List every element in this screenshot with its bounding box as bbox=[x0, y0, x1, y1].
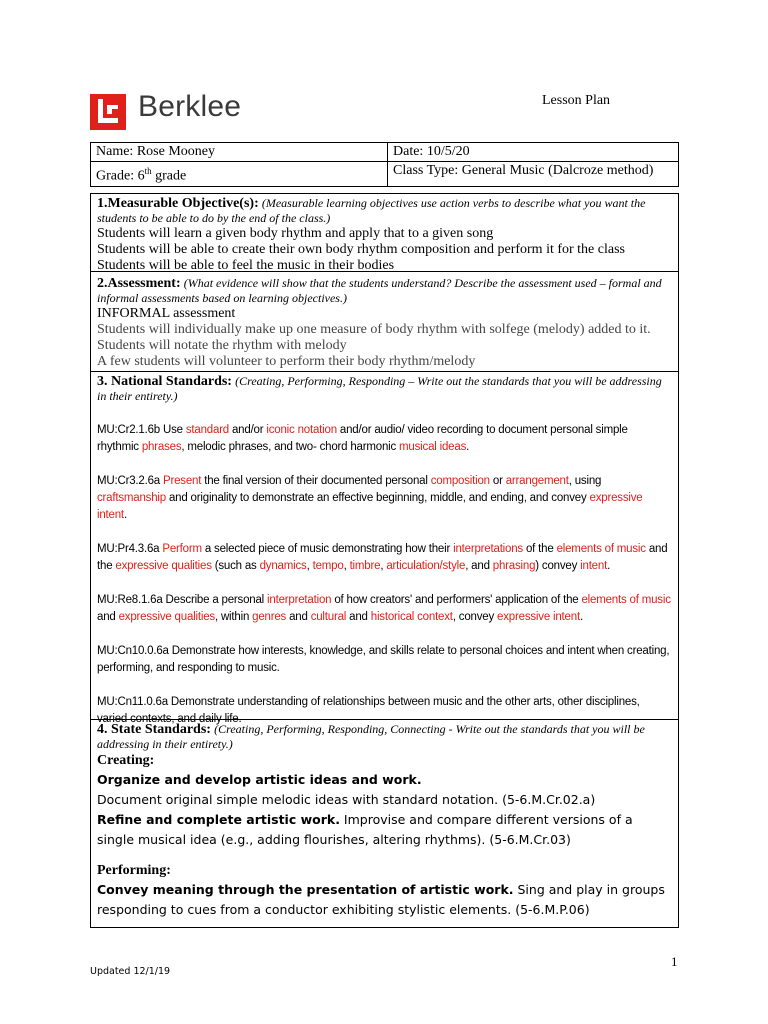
updated-date: Updated 12/1/19 bbox=[90, 966, 171, 977]
highlighted-term: elements of music bbox=[581, 594, 671, 606]
highlighted-term: Present bbox=[162, 475, 202, 487]
standard-text: , melodic phrases, and two- chord harmonic bbox=[181, 441, 400, 453]
objectives-section bbox=[90, 193, 679, 272]
highlighted-term: articulation/style bbox=[386, 560, 466, 572]
highlighted-term: historical context bbox=[370, 611, 453, 623]
creating-label: Creating: bbox=[97, 753, 155, 768]
standard-text: . bbox=[579, 611, 583, 623]
highlighted-term: expressive qualities bbox=[118, 611, 215, 623]
highlighted-term: arrangement bbox=[505, 475, 569, 487]
standard-text: . bbox=[466, 441, 470, 453]
standard-text: , bbox=[343, 560, 350, 572]
standard-text: ) convey bbox=[535, 560, 581, 572]
highlighted-term: iconic notation bbox=[266, 424, 337, 436]
highlighted-term: musical ideas bbox=[399, 441, 467, 453]
standard-text: , bbox=[306, 560, 313, 572]
standard-text: and/or bbox=[228, 424, 267, 436]
highlighted-term: Perform bbox=[162, 543, 202, 555]
assessment-item: Students will individually make up one measure of body rhythm with solfege (melody) added to it. bbox=[97, 322, 651, 337]
highlighted-term: intent bbox=[580, 560, 608, 572]
standard-text: and originality to demonstrate an effective beginning, middle, and ending, and convey bbox=[165, 492, 590, 504]
standard-text: of the bbox=[522, 543, 557, 555]
convey-standard: Convey meaning through the presentation of artistic work. Sing and play in groups responding to cues from a conductor exhibiting stylistic elements. (5-6.M.P.06) bbox=[97, 882, 665, 917]
objectives-title: 1.Measurable Objective(s): bbox=[97, 196, 259, 211]
objective-item: Students will be able to create their own body rhythm composition and perform it for the class bbox=[97, 242, 625, 257]
highlighted-term: expressive qualities bbox=[115, 560, 212, 572]
assessment-section bbox=[90, 271, 679, 372]
highlighted-term: interpretation bbox=[267, 594, 332, 606]
refine-standard: Refine and complete artistic work. Improvise and compare different versions of a single musical idea (e.g., adding flourishes, altering rhythms). (5-6.M.Cr.03) bbox=[97, 812, 633, 847]
standard-text: MU:Cr3.2.6a bbox=[97, 475, 163, 487]
highlighted-term: expressive intent bbox=[97, 492, 643, 521]
national-standard-6: MU:Cn11.0.6a Demonstrate understanding of relationships between music and the other arts, other disciplines, varied contexts, and daily life. bbox=[97, 696, 640, 725]
standard-text: , using bbox=[568, 475, 602, 487]
document-standard: Document original simple melodic ideas with standard notation. (5-6.M.Cr.02.a) bbox=[97, 792, 596, 807]
assessment-title: 2.Assessment: bbox=[97, 276, 181, 291]
standard-text: and/or audio/ video recording to document personal simple rhythmic bbox=[97, 424, 628, 453]
standard-text: and bbox=[346, 611, 371, 623]
national-standard-5: MU:Cn10.0.6a Demonstrate how interests, knowledge, and skills relate to personal choices and intent when creating, performing, and responding to music. bbox=[97, 645, 670, 674]
standard-text: and bbox=[97, 611, 119, 623]
berklee-logo-icon bbox=[90, 94, 126, 130]
highlighted-term: phrasing bbox=[492, 560, 536, 572]
national-standards-section bbox=[90, 371, 679, 725]
national-standard-3 bbox=[97, 541, 672, 575]
highlighted-term: genres bbox=[252, 611, 287, 623]
standard-text: and bbox=[286, 611, 311, 623]
assessment-item: Students will notate the rhythm with melody bbox=[97, 338, 347, 353]
objectives-note: (Measurable learning objectives use action verbs to describe what you want the students to be able to do by the end of the class.) bbox=[97, 196, 646, 225]
standard-text: , and bbox=[465, 560, 493, 572]
highlighted-term: tempo bbox=[312, 560, 344, 572]
highlighted-term: timbre bbox=[349, 560, 381, 572]
performing-label: Performing: bbox=[97, 863, 171, 878]
standard-text: of how creators' and performers' application of the bbox=[331, 594, 582, 606]
grade-cell: Grade: 6th grade bbox=[91, 162, 388, 187]
standard-text: or bbox=[489, 475, 506, 487]
date-cell: Date: 10/5/20 bbox=[388, 143, 679, 162]
highlighted-term: composition bbox=[430, 475, 490, 487]
page-number: 1 bbox=[671, 954, 678, 969]
standard-text: (such as bbox=[211, 560, 260, 572]
assessment-item: A few students will volunteer to perform their body rhythm/melody bbox=[97, 354, 476, 369]
standard-text: MU:Re8.1.6a Describe a personal bbox=[97, 594, 268, 606]
name-cell: Name: Rose Mooney bbox=[91, 143, 388, 162]
highlighted-term: elements of music bbox=[556, 543, 646, 555]
highlighted-term: cultural bbox=[310, 611, 347, 623]
standard-text: . bbox=[123, 509, 127, 521]
standard-text: MU:Cr2.1.6b Use bbox=[97, 424, 186, 436]
standard-text: , within bbox=[214, 611, 253, 623]
standard-text: . bbox=[607, 560, 611, 572]
state-note: (Creating, Performing, Responding, Connecting - Write out the standards that you will be addressing in their entirety.) bbox=[97, 722, 645, 751]
national-standard-2 bbox=[97, 473, 672, 524]
standard-text: MU:Pr4.3.6a bbox=[97, 543, 163, 555]
info-table bbox=[90, 142, 679, 187]
highlighted-term: dynamics bbox=[259, 560, 307, 572]
objective-item: Students will be able to feel the music in their bodies bbox=[97, 258, 395, 273]
objective-item: Students will learn a given body rhythm and apply that to a given song bbox=[97, 226, 494, 241]
highlighted-term: phrases bbox=[141, 441, 182, 453]
standard-text: and the bbox=[97, 543, 668, 572]
highlighted-term: expressive intent bbox=[497, 611, 580, 623]
highlighted-term: craftsmanship bbox=[97, 492, 166, 504]
class-type-cell: Class Type: General Music (Dalcroze method) bbox=[388, 162, 679, 187]
standard-text: the final version of their documented personal bbox=[201, 475, 431, 487]
highlighted-term: interpretations bbox=[453, 543, 523, 555]
national-standard-4 bbox=[97, 592, 672, 626]
logo-text: Berklee bbox=[138, 90, 242, 123]
state-standards-section bbox=[90, 719, 679, 928]
national-title: 3. National Standards: bbox=[97, 374, 232, 389]
state-title: 4. State Standards: bbox=[97, 722, 211, 737]
doc-title: Lesson Plan bbox=[542, 93, 611, 108]
standard-text: a selected piece of music demonstrating how their bbox=[201, 543, 454, 555]
national-note: (Creating, Performing, Responding – Write out the standards that you will be addressing in their entirety.) bbox=[97, 374, 662, 403]
standard-text: , bbox=[380, 560, 387, 572]
assessment-type: INFORMAL assessment bbox=[97, 306, 236, 321]
standard-text: , convey bbox=[452, 611, 498, 623]
assessment-note: (What evidence will show that the students understand? Describe the assessment used – formal and informal assessments based on learning objectives.) bbox=[97, 276, 662, 305]
highlighted-term: standard bbox=[185, 424, 229, 436]
organize-heading: Organize and develop artistic ideas and work. bbox=[97, 772, 422, 787]
national-standard-1 bbox=[97, 422, 672, 456]
